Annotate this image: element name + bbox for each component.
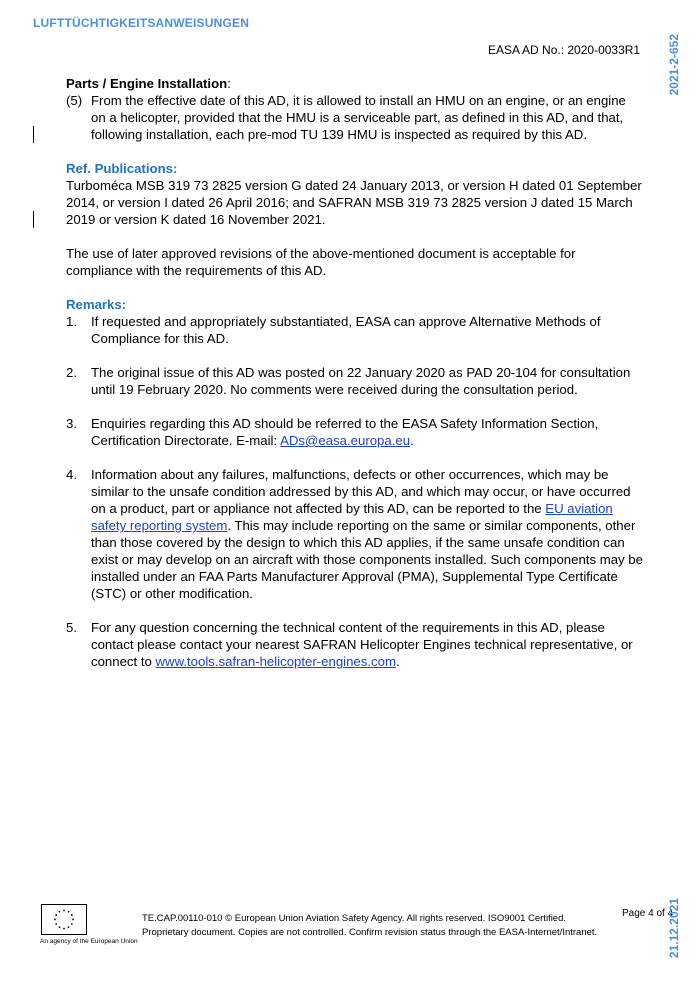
parts-heading: Parts / Engine Installation [66,76,228,91]
remark-5-text: For any question concerning the technical content of the requirements in this AD, please contact please contact your nearest SAFRAN Helicopter Engines technical representative, or connect to [91,620,633,669]
parts-heading-colon: : [227,76,231,91]
remark-item-5 [66,619,644,670]
remark-item-2 [66,364,644,398]
email-link[interactable]: ADs@easa.europa.eu [280,433,411,448]
parts-section [66,75,644,143]
ref-heading: Ref. Publications: [66,161,178,176]
footer-line-2: Proprietary document. Copies are not controlled. Confirm revision status through the EASA-Internet/Intranet. [142,927,598,938]
ref-section [66,160,644,279]
footer-copyright [142,912,612,940]
remark-4-text-a: Information about any failures, malfunctions, defects or other occurrences, which may be similar to the unsafe condition addressed by this AD, and which may occur, or have occurred on a product, part or appliance not affected by this AD, can be reported to the [91,467,631,516]
reporting-system-link[interactable]: EU aviation safety reporting system [91,501,613,533]
parts-item-5 [66,92,644,143]
document-header-tag: LUFTTÜCHTIGKEITSANWEISUNGEN [33,16,250,30]
remark-4-text-b: . This may include reporting on the same or similar components, other than those covered by the design to which this AD applies, if the same unsafe condition can exist or may develop on an aircraft with those components installed. Such components may be installed under an FAA Parts Manufacturer Approval (PMA), Supplemental Type Certificate (STC) or other modification. [91,518,643,601]
list-text [91,415,644,449]
list-number: 5. [66,620,77,635]
list-text [91,466,644,602]
remark-item-1 [0,313,644,347]
safran-website-link[interactable]: www.tools.safran-helicopter-engines.com [155,654,396,669]
list-number: (5) [66,93,83,108]
remark-5-end: . [395,654,400,669]
list-text: The original issue of this AD was posted on 22 January 2020 as PAD 20-104 for consultation until 19 February 2020. No comments were received during the consultation period. [91,365,631,397]
document-body [66,75,644,670]
revision-change-bar [33,211,34,228]
eu-agency-caption: An agency of the European Union [40,938,138,945]
remark-3-end: . [410,433,414,448]
ref-text: Turboméca MSB 319 73 2825 version G dated 24 January 2013, or version H dated 01 September 2014, or version I dated 26 April 2016; and SAFRAN MSB 319 73 2825 version J dated 15 March 2019 or version K dated 16 November 2021. [66,178,642,227]
list-number: 4. [66,467,77,482]
remarks-section [66,296,644,670]
revision-change-bar [33,126,34,143]
list-number: 2. [66,365,77,380]
list-text: From the effective date of this AD, it is allowed to install an HMU on an engine, or an engine on a helicopter, provided that the HMU is a serviceable part, as defined in this AD, and that, following installation, each pre-mod TU 139 HMU is inspected as required by this AD. [91,93,626,142]
list-number: 1. [66,314,77,329]
remark-3-text: Enquiries regarding this AD should be referred to the EASA Safety Information Section, Certification Directorate. E-mail: [91,416,599,448]
page-number: Page 4 of 4 [622,908,674,919]
remark-item-3 [66,415,644,449]
parts-heading-line [66,75,644,92]
remark-item-4 [66,466,644,602]
remarks-heading: Remarks: [66,297,127,312]
list-number: 3. [66,416,77,431]
list-text: If requested and appropriately substantiated, EASA can approve Alternative Methods of Compliance for this AD. [91,314,601,346]
side-date: 21.12.2021 [667,898,681,959]
eu-stars-icon [42,905,86,934]
list-text [91,619,644,670]
footer-line-1: TE.CAP.00110-010 © European Union Aviation Safety Agency. All rights reserved. ISO9001 Certified. [142,913,567,924]
eu-flag-logo [41,904,87,935]
ref-later-revisions: The use of later approved revisions of the above-mentioned document is acceptable for compliance with the requirements of this AD. [66,246,576,278]
ad-number: EASA AD No.: 2020-0033R1 [488,43,641,57]
side-reference-number: 2021-2-652 [667,34,681,96]
